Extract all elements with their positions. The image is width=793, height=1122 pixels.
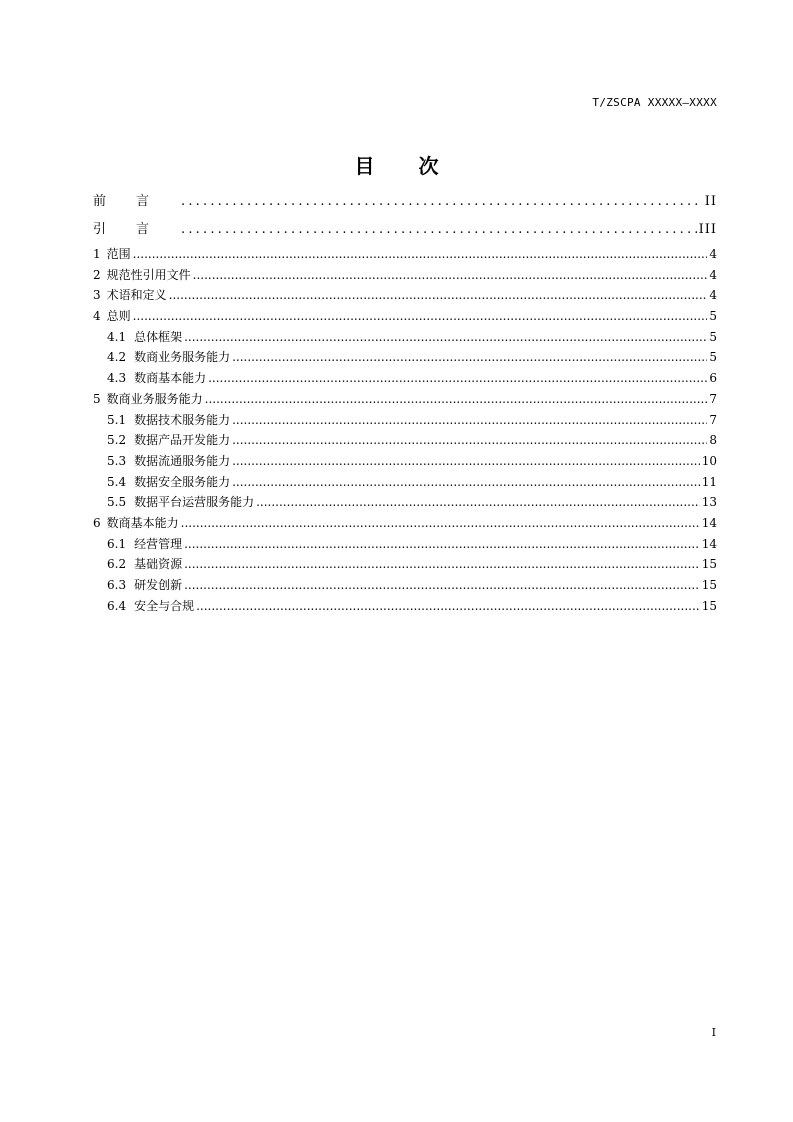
toc-leader-dots	[256, 492, 700, 513]
toc-title-char-1: 目	[354, 154, 375, 178]
toc-leader-dots	[133, 306, 708, 327]
toc-entry-label: 总体框架	[134, 329, 183, 344]
toc-entry-label: 总则	[106, 309, 131, 324]
toc-leader-dots	[232, 347, 707, 368]
toc-entry-page: III	[698, 222, 717, 237]
toc-entry-page: 7	[709, 412, 717, 427]
toc-entry-number: 6.4	[107, 598, 127, 613]
toc-leader-dots	[184, 575, 700, 596]
toc-leader-dots	[205, 389, 708, 410]
toc-entry-label: 术语和定义	[106, 288, 167, 303]
toc-entry-page: 4	[709, 247, 717, 261]
toc-entry-5-5[interactable]	[93, 492, 717, 513]
toc-entry-label: 规范性引用文件	[106, 267, 191, 282]
toc-entry-number: 6.3	[107, 578, 127, 592]
toc-leader-dots	[184, 327, 707, 348]
toc-leader-dots	[169, 285, 708, 306]
toc-entry-5-3[interactable]	[93, 451, 717, 472]
toc-leader-dots	[181, 216, 697, 244]
toc-leader-dots	[232, 410, 707, 431]
toc-entry-page: 5	[709, 350, 717, 365]
toc-entry-page: 8	[709, 433, 717, 448]
toc-entry-label: 数据产品开发能力	[134, 433, 231, 448]
page-number: I	[711, 1026, 716, 1039]
toc-entry-4-1[interactable]	[93, 327, 717, 348]
toc-entry-label: 数商基本能力	[134, 371, 207, 386]
toc-entry-number: 5.2	[107, 433, 127, 448]
toc-entry-page: 4	[709, 267, 717, 282]
toc-leader-dots	[184, 554, 700, 575]
toc-entry-4-2[interactable]	[93, 347, 717, 368]
toc-entry-label: 数商业务服务能力	[106, 391, 203, 406]
toc-leader-dots	[184, 534, 700, 555]
toc-leader-dots	[196, 596, 700, 617]
toc-entry-number: 4.2	[107, 350, 127, 365]
toc-entry-page: 4	[709, 288, 717, 303]
toc-entry-label: 引言	[93, 222, 180, 237]
toc-entry-number: 2	[93, 267, 101, 282]
toc-entry-page: 14	[701, 515, 717, 530]
toc-entry-label: 数商业务服务能力	[134, 350, 231, 365]
toc-entry-label: 研发创新	[134, 578, 183, 592]
toc-leader-dots	[181, 513, 700, 534]
toc-entry-page: 6	[709, 371, 717, 386]
table-of-contents	[93, 188, 717, 616]
toc-entry-number: 5.4	[107, 474, 127, 489]
toc-entry-number: 4.1	[107, 329, 127, 344]
toc-entry-label: 安全与合规	[134, 598, 195, 613]
toc-entry-number: 6.2	[107, 557, 127, 572]
toc-entry-label: 基础资源	[134, 557, 183, 572]
toc-entry-4-3[interactable]	[93, 368, 717, 389]
toc-entry-page: 10	[701, 453, 717, 468]
toc-entry-label: 数据平台运营服务能力	[134, 495, 255, 510]
toc-entry-page: 7	[709, 391, 717, 406]
toc-entry-page: 15	[701, 557, 717, 572]
toc-entry-page: 13	[701, 495, 717, 510]
toc-entry-number: 1	[93, 247, 101, 261]
toc-entry-6-4[interactable]	[93, 596, 717, 617]
toc-entry-6-3[interactable]	[93, 575, 717, 596]
toc-entry-page: 5	[709, 309, 717, 324]
toc-entry-2[interactable]	[93, 265, 717, 286]
toc-entry-label: 数据流通服务能力	[134, 453, 231, 468]
toc-entry-5[interactable]	[93, 389, 717, 410]
toc-entry-5-4[interactable]	[93, 472, 717, 493]
toc-entry-page: 11	[701, 474, 717, 489]
toc-leader-dots	[193, 265, 708, 286]
toc-entry-5-2[interactable]	[93, 430, 717, 451]
toc-entry-4[interactable]	[93, 306, 717, 327]
toc-entry-label: 数据安全服务能力	[134, 474, 231, 489]
toc-entry-label: 数据技术服务能力	[134, 412, 231, 427]
toc-entry-1[interactable]	[93, 244, 717, 265]
toc-entry-5-1[interactable]	[93, 410, 717, 431]
toc-title	[0, 150, 793, 179]
document-code: T/ZSCPA XXXXX—XXXX	[592, 96, 717, 109]
toc-leader-dots	[133, 244, 708, 265]
toc-leader-dots	[232, 451, 700, 472]
toc-leader-dots	[232, 430, 707, 451]
toc-entry-label: 数商基本能力	[106, 515, 179, 530]
toc-leader-dots	[232, 472, 700, 493]
toc-entry-number: 5.3	[107, 453, 127, 468]
toc-leader-dots	[208, 368, 707, 389]
toc-entry-number: 6.1	[107, 536, 127, 551]
toc-entry-6[interactable]	[93, 513, 717, 534]
toc-entry-introduction[interactable]	[93, 216, 717, 244]
toc-entry-label: 经营管理	[134, 536, 183, 551]
toc-entry-6-2[interactable]	[93, 554, 717, 575]
toc-entry-number: 5.5	[107, 495, 127, 510]
toc-entry-6-1[interactable]	[93, 534, 717, 555]
toc-entry-page: 15	[701, 578, 717, 592]
toc-entry-label: 前言	[93, 194, 180, 209]
toc-entry-page: 15	[701, 598, 717, 613]
toc-entry-number: 4.3	[107, 371, 127, 386]
toc-title-char-2: 次	[418, 154, 439, 178]
toc-leader-dots	[181, 188, 703, 216]
toc-entry-number: 5	[93, 391, 101, 406]
toc-entry-page: 14	[701, 536, 717, 551]
toc-entry-3[interactable]	[93, 285, 717, 306]
toc-entry-number: 4	[93, 309, 101, 324]
toc-entry-page: II	[704, 194, 717, 209]
toc-entry-number: 5.1	[107, 412, 127, 427]
toc-entry-number: 3	[93, 288, 101, 303]
toc-entry-number: 6	[93, 515, 101, 530]
toc-entry-label: 范围	[106, 247, 131, 261]
toc-entry-page: 5	[709, 329, 717, 344]
toc-entry-foreword[interactable]	[93, 188, 717, 216]
